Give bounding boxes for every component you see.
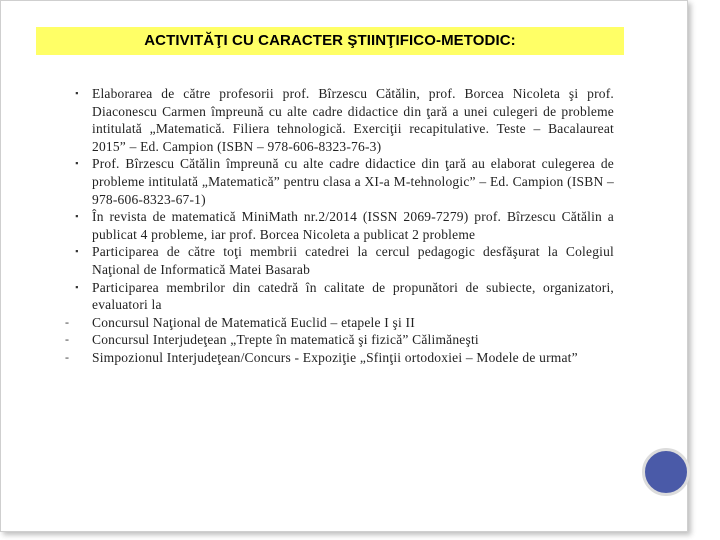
dash-marker: - (65, 314, 70, 329)
dash-marker: - (65, 349, 70, 364)
bullet-list (65, 85, 614, 367)
list-item (65, 314, 614, 332)
dash-marker: - (65, 332, 70, 347)
section-bullet-icon: ▪ (75, 211, 79, 222)
list-item-text: Simpozionul Interjudeţean/Concurs - Expoziţie „Sfinţii ortodoxiei – Modele de urmat” (92, 349, 578, 365)
list-item (75, 243, 614, 278)
list-item (75, 279, 614, 314)
section-bullet-icon: ▪ (75, 158, 79, 169)
list-item (65, 349, 614, 367)
list-item-text: Participarea membrilor din catedră în calitate de propunători de subiecte, organizatori, evaluatori la (92, 279, 614, 313)
list-item (75, 208, 614, 243)
list-item (75, 155, 614, 208)
section-bullet-icon: ▪ (75, 88, 79, 98)
title-bar (36, 27, 624, 55)
list-item-text: În revista de matematică MiniMath nr.2/2014 (ISSN 2069-7279) prof. Bîrzescu Cătălin a publicat 4 probleme, iar prof. Borcea Nicoleta a publicat 2 probleme (92, 209, 614, 242)
list-item (75, 85, 614, 155)
list-item (65, 331, 614, 349)
list-item-text: Elaborarea de către profesorii prof. Bîrzescu Cătălin, prof. Borcea Nicoleta şi prof. Diaconescu Carmen împreună cu alte cadre didactice din ţară a unei culegeri de probleme intitulată „Matematică. Filiera tehnologică. Exerciţii recapitulative. Teste – Bacalaureat 2015” – Ed. Campion (ISBN – 978-606-8323-76-3) (92, 86, 614, 154)
section-bullet-icon: ▪ (75, 281, 79, 292)
list-item-text: Prof. Bîrzescu Cătălin împreună cu alte cadre didactice din ţară au elaborat culegerea de probleme intitulată „Matematică” pentru clasa a XI-a M-tehnologic” – Ed. Campion (ISBN – 978-606-8323-67-1) (92, 156, 614, 207)
slide-title: ACTIVITĂŢI CU CARACTER ŞTIINŢIFICO-METODIC: (144, 32, 516, 49)
list-item-text: Concursul Naţional de Matematică Euclid – etapele I şi II (92, 314, 415, 330)
section-bullet-icon: ▪ (75, 246, 79, 257)
decorative-circle (642, 448, 690, 496)
list-item-text: Participarea de către toţi membrii catedrei la cercul pedagogic desfăşurat la Colegiul Naţional de Informatică Matei Basarab (92, 244, 614, 277)
list-item-text: Concursul Interjudeţean „Trepte în matematică şi fizică” Călimăneşti (92, 332, 479, 348)
